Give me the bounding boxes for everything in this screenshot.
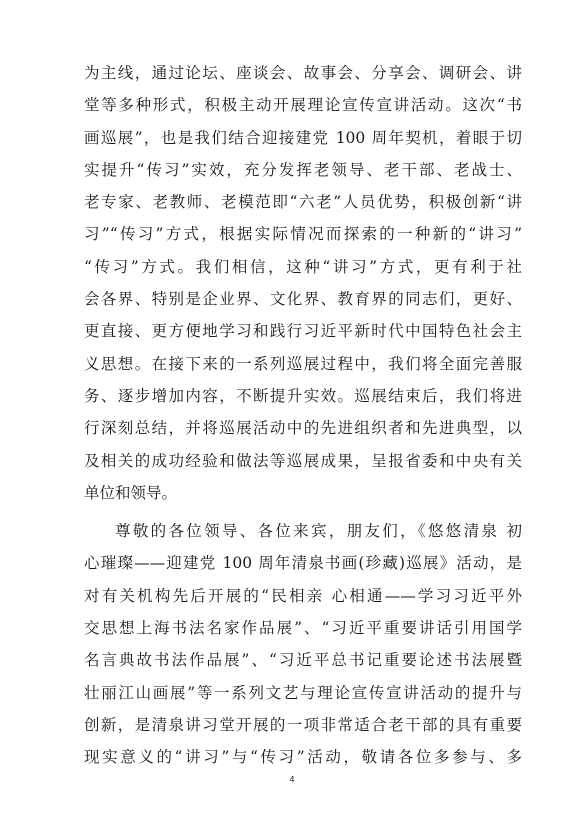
text-line: 务、逐步增加内容，不断提升实效。巡展结束后，我们将进: [84, 386, 522, 405]
text-line: 堂等多种形式，积极主动开展理论宣传宣讲活动。这次“书: [84, 96, 522, 115]
text-line: 习”“传习”方式，根据实际情况而探索的一种新的“讲习”: [84, 225, 522, 244]
text-line: 义思想。在接下来的一系列巡展过程中，我们将全面完善服: [84, 354, 522, 373]
text-line: 为主线，通过论坛、座谈会、故事会、分享会、调研会、讲: [84, 64, 522, 82]
text-line: “传习”方式。我们相信，这种“讲习”方式，更有利于社: [84, 257, 522, 276]
text-line: 会各界、特别是企业界、文化界、教育界的同志们，更好、: [84, 290, 522, 309]
text-line: 更直接、更方便地学习和践行习近平新时代中国特色社会主: [84, 322, 522, 341]
text-line: 老专家、老教师、老模范即“六老”人员优势，积极创新“讲: [84, 193, 522, 212]
text-line: 壮丽江山画展”等一系列文艺与理论宣传宣讲活动的提升与: [84, 683, 522, 702]
page-number: 4: [289, 775, 295, 784]
text-line: 行深刻总结，并将巡展活动中的先进组织者和先进典型，以: [84, 419, 522, 438]
document-body: [84, 57, 522, 774]
text-line: 心璀璨——迎建党 100 周年清泉书画(珍藏)巡展》活动，是: [84, 554, 522, 573]
text-line: 单位和领导。: [84, 483, 178, 502]
paragraph-2: [84, 515, 522, 773]
text-line: 交思想上海书法名家作品展”、“习近平重要讲话引用国学: [84, 619, 522, 638]
text-line: 现实意义的“讲习”与“传习”活动，敬请各位多参与、多: [84, 748, 522, 767]
text-line: 对有关机构先后开展的“民相亲 心相通——学习习近平外: [84, 586, 522, 605]
text-line: 画巡展”，也是我们结合迎接建党 100 周年契机，着眼于切: [84, 128, 522, 147]
text-line: 尊敬的各位领导、各位来宾，朋友们，《悠悠清泉 初: [115, 522, 522, 541]
text-line: 创新，是清泉讲习堂开展的一项非常适合老干部的具有重要: [84, 715, 522, 734]
text-line: 名言典故书法作品展”、“习近平总书记重要论述书法展暨: [84, 651, 522, 670]
text-line: 及相关的成功经验和做法等巡展成果，呈报省委和中央有关: [84, 451, 522, 470]
text-line: 实提升“传习”实效，充分发挥老领导、老干部、老战士、: [84, 160, 522, 179]
paragraph-1: [84, 57, 522, 509]
